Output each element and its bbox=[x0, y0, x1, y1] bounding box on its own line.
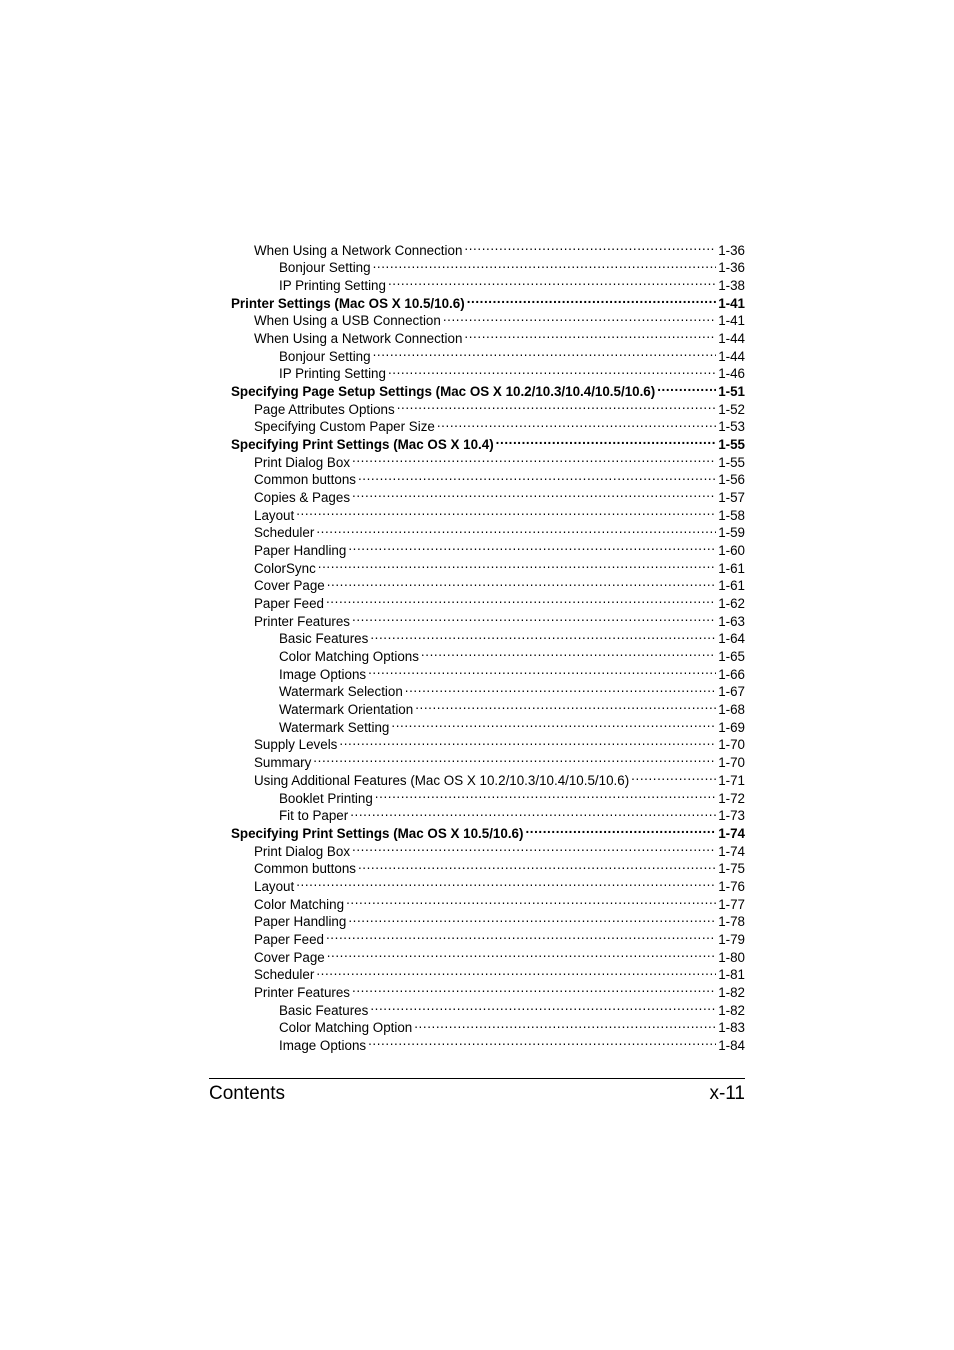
toc-entry-title: Layout bbox=[254, 878, 295, 894]
toc-entry-page: 1-77 bbox=[718, 896, 745, 912]
toc-dot-leader bbox=[368, 661, 716, 679]
toc-dot-leader bbox=[358, 856, 716, 874]
toc-dot-leader bbox=[397, 396, 717, 414]
toc-entry-page: 1-44 bbox=[718, 348, 745, 364]
toc-entry-page: 1-74 bbox=[718, 825, 745, 841]
toc-entry-page: 1-69 bbox=[718, 719, 745, 735]
toc-dot-leader bbox=[352, 608, 716, 626]
toc-entry-page: 1-41 bbox=[718, 295, 745, 311]
toc-entry-title: Specifying Custom Paper Size bbox=[254, 419, 435, 435]
toc-entry-title: Watermark Orientation bbox=[279, 702, 414, 718]
toc-entry-page: 1-73 bbox=[718, 808, 745, 824]
toc-dot-leader bbox=[496, 431, 717, 449]
footer-divider bbox=[209, 1078, 745, 1079]
toc-entry-title: Paper Handling bbox=[254, 543, 347, 559]
toc-dot-leader bbox=[350, 803, 716, 821]
toc-entry-title: Color Matching bbox=[254, 896, 345, 912]
toc-dot-leader bbox=[405, 679, 716, 697]
toc-dot-leader bbox=[326, 590, 716, 608]
toc-dot-leader bbox=[391, 714, 716, 732]
toc-entry-page: 1-82 bbox=[718, 1002, 745, 1018]
toc-entry-page: 1-61 bbox=[718, 560, 745, 576]
toc-dot-leader bbox=[352, 449, 716, 467]
toc-entry-page: 1-70 bbox=[718, 737, 745, 753]
toc-entry-title: Printer Features bbox=[254, 613, 351, 629]
toc-entry-title: Layout bbox=[254, 507, 295, 523]
toc-dot-leader bbox=[388, 272, 716, 290]
toc-entry-page: 1-44 bbox=[718, 331, 745, 347]
toc-entry-page: 1-63 bbox=[718, 613, 745, 629]
toc-entry-page: 1-81 bbox=[718, 967, 745, 983]
footer-section-title: Contents bbox=[209, 1083, 286, 1104]
toc-entry[interactable] bbox=[231, 520, 745, 541]
toc-entry-title: Paper Handling bbox=[254, 914, 347, 930]
toc-entry-title: When Using a Network Connection bbox=[254, 331, 463, 347]
toc-entry-page: 1-59 bbox=[718, 525, 745, 541]
toc-entry-page: 1-65 bbox=[718, 649, 745, 665]
toc-entry-title: Scheduler bbox=[254, 967, 315, 983]
toc-dot-leader bbox=[414, 1015, 716, 1033]
toc-dot-leader bbox=[388, 361, 716, 379]
toc-entry-title: Specifying Print Settings (Mac OS X 10.5/10.6) bbox=[231, 825, 524, 841]
toc-entry-title: Scheduler bbox=[254, 525, 315, 541]
toc-dot-leader bbox=[339, 732, 716, 750]
toc-dot-leader bbox=[318, 555, 716, 573]
toc-entry-title: When Using a Network Connection bbox=[254, 242, 463, 258]
toc-entry-title: Page Attributes Options bbox=[254, 401, 395, 417]
toc-entry-page: 1-56 bbox=[718, 472, 745, 488]
toc-entry-page: 1-57 bbox=[718, 490, 745, 506]
toc-entry-title: Paper Feed bbox=[254, 931, 324, 947]
toc-entry[interactable] bbox=[231, 891, 745, 912]
toc-entry-title: Printer Features bbox=[254, 984, 351, 1000]
toc-entry-title: Using Additional Features (Mac OS X 10.2/10.3/10.4/10.5/10.6) bbox=[254, 772, 630, 788]
toc-entry-title: Basic Features bbox=[279, 631, 369, 647]
toc-entry-page: 1-36 bbox=[718, 260, 745, 276]
toc-entry-page: 1-36 bbox=[718, 242, 745, 258]
toc-entry-title: IP Printing Setting bbox=[279, 366, 386, 382]
toc-entry-page: 1-72 bbox=[718, 790, 745, 806]
toc-dot-leader bbox=[296, 502, 716, 520]
toc-entry-title: Supply Levels bbox=[254, 737, 338, 753]
toc-entry-title: Common buttons bbox=[254, 472, 356, 488]
toc-entry-page: 1-62 bbox=[718, 596, 745, 612]
toc-entry-title: Image Options bbox=[279, 666, 367, 682]
toc-entry-title: Print Dialog Box bbox=[254, 454, 351, 470]
toc-dot-leader bbox=[296, 873, 716, 891]
toc-entry-page: 1-41 bbox=[718, 313, 745, 329]
toc-dot-leader bbox=[346, 891, 716, 909]
toc-entry-page: 1-82 bbox=[718, 984, 745, 1000]
toc-entry-page: 1-61 bbox=[718, 578, 745, 594]
toc-dot-leader bbox=[352, 484, 716, 502]
toc-entry-page: 1-78 bbox=[718, 914, 745, 930]
toc-entry-title: When Using a USB Connection bbox=[254, 313, 441, 329]
toc-entry-title: Cover Page bbox=[254, 949, 325, 965]
toc-entry-title: Common buttons bbox=[254, 861, 356, 877]
toc-dot-leader bbox=[421, 643, 716, 661]
toc-entry[interactable] bbox=[231, 502, 745, 523]
toc-dot-leader bbox=[313, 749, 716, 767]
toc-entry-title: ColorSync bbox=[254, 560, 316, 576]
table-of-contents bbox=[231, 237, 745, 1053]
toc-entry-page: 1-64 bbox=[718, 631, 745, 647]
toc-entry-title: Bonjour Setting bbox=[279, 348, 371, 364]
toc-dot-leader bbox=[631, 767, 716, 785]
toc-entry-page: 1-83 bbox=[718, 1020, 745, 1036]
toc-dot-leader bbox=[327, 573, 716, 591]
toc-entry-title: Specifying Print Settings (Mac OS X 10.4) bbox=[231, 437, 494, 453]
toc-dot-leader bbox=[464, 237, 716, 255]
toc-dot-leader bbox=[464, 325, 716, 343]
toc-dot-leader bbox=[373, 255, 717, 273]
toc-entry-page: 1-55 bbox=[718, 437, 745, 453]
toc-entry-title: Copies & Pages bbox=[254, 490, 351, 506]
toc-entry-page: 1-67 bbox=[718, 684, 745, 700]
toc-entry-page: 1-51 bbox=[718, 384, 745, 400]
toc-dot-leader bbox=[525, 820, 716, 838]
toc-dot-leader bbox=[368, 1032, 716, 1050]
toc-entry[interactable] bbox=[231, 873, 745, 894]
toc-entry-title: Printer Settings (Mac OS X 10.5/10.6) bbox=[231, 295, 465, 311]
toc-entry-page: 1-66 bbox=[718, 666, 745, 682]
toc-entry-page: 1-74 bbox=[718, 843, 745, 859]
toc-entry-page: 1-70 bbox=[718, 755, 745, 771]
toc-entry-page: 1-76 bbox=[718, 878, 745, 894]
toc-entry-title: Watermark Selection bbox=[279, 684, 403, 700]
toc-entry-page: 1-52 bbox=[718, 401, 745, 417]
toc-dot-leader bbox=[443, 308, 716, 326]
toc-dot-leader bbox=[316, 520, 716, 538]
toc-entry-title: Summary bbox=[254, 755, 312, 771]
toc-entry-page: 1-68 bbox=[718, 702, 745, 718]
toc-dot-leader bbox=[370, 997, 716, 1015]
toc-entry-title: Booklet Printing bbox=[279, 790, 373, 806]
toc-entry-page: 1-55 bbox=[718, 454, 745, 470]
toc-dot-leader bbox=[370, 626, 716, 644]
toc-entry-page: 1-46 bbox=[718, 366, 745, 382]
toc-dot-leader bbox=[348, 909, 716, 927]
toc-entry-page: 1-79 bbox=[718, 931, 745, 947]
toc-entry-page: 1-60 bbox=[718, 543, 745, 559]
toc-entry-title: Image Options bbox=[279, 1037, 367, 1053]
toc-dot-leader bbox=[326, 926, 716, 944]
toc-dot-leader bbox=[352, 838, 716, 856]
toc-entry-title: Basic Features bbox=[279, 1002, 369, 1018]
toc-entry-page: 1-38 bbox=[718, 278, 745, 294]
toc-entry-page: 1-84 bbox=[718, 1037, 745, 1053]
toc-entry-title: Print Dialog Box bbox=[254, 843, 351, 859]
toc-entry-page: 1-80 bbox=[718, 949, 745, 965]
toc-entry-page: 1-75 bbox=[718, 861, 745, 877]
toc-entry-title: Specifying Page Setup Settings (Mac OS X 10.2/10.3/10.4/10.5/10.6) bbox=[231, 384, 656, 400]
footer-page-number: x-11 bbox=[709, 1083, 745, 1104]
toc-dot-leader bbox=[348, 537, 716, 555]
toc-entry-title: Watermark Setting bbox=[279, 719, 390, 735]
toc-entry-title: Color Matching Options bbox=[279, 649, 419, 665]
toc-entry-page: 1-71 bbox=[718, 772, 745, 788]
toc-entry-title: IP Printing Setting bbox=[279, 278, 386, 294]
toc-entry[interactable] bbox=[231, 237, 745, 258]
toc-entry-title: Cover Page bbox=[254, 578, 325, 594]
toc-dot-leader bbox=[327, 944, 716, 962]
toc-dot-leader bbox=[415, 696, 716, 714]
toc-entry-title: Color Matching Option bbox=[279, 1020, 413, 1036]
toc-entry-title: Paper Feed bbox=[254, 596, 324, 612]
toc-dot-leader bbox=[373, 343, 717, 361]
toc-entry-title: Fit to Paper bbox=[279, 808, 349, 824]
toc-dot-leader bbox=[467, 290, 717, 308]
toc-dot-leader bbox=[375, 785, 716, 803]
toc-dot-leader bbox=[437, 414, 716, 432]
toc-entry-page: 1-58 bbox=[718, 507, 745, 523]
toc-entry-page: 1-53 bbox=[718, 419, 745, 435]
toc-dot-leader bbox=[657, 378, 716, 396]
toc-dot-leader bbox=[352, 979, 716, 997]
toc-entry-title: Bonjour Setting bbox=[279, 260, 371, 276]
toc-dot-leader bbox=[358, 467, 716, 485]
toc-dot-leader bbox=[316, 962, 716, 980]
